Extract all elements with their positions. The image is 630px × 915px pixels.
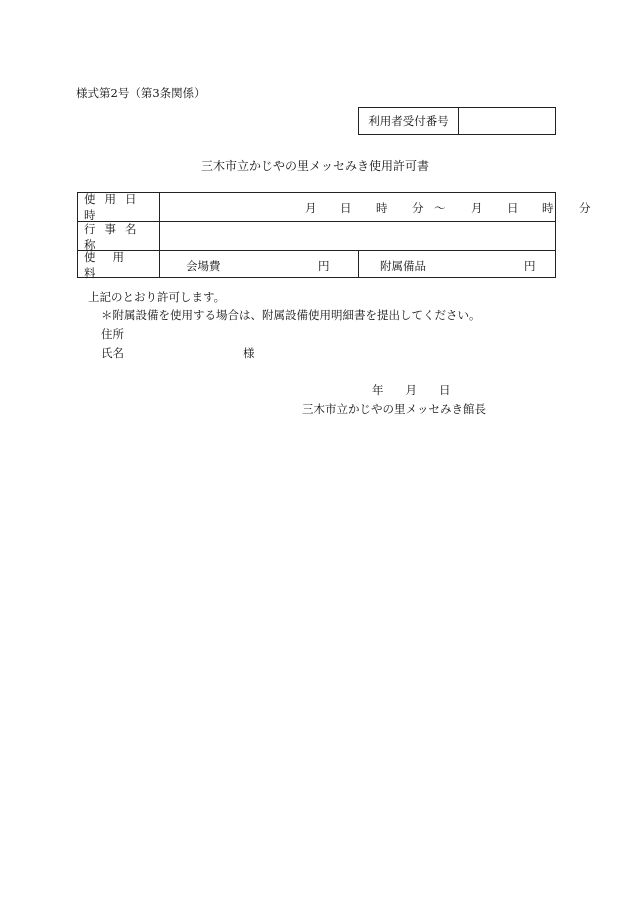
start-month-unit: 月: [305, 201, 317, 215]
issuer-name: 三木市立かじやの里メッセみき館長: [302, 402, 486, 416]
equipment-fee-label: 附属備品: [380, 259, 426, 273]
event-name-field[interactable]: [160, 222, 555, 251]
start-day-unit: 日: [340, 201, 352, 215]
table-row-usage-datetime: [78, 192, 591, 222]
reception-number-label: 利用者受付番号: [359, 108, 459, 134]
permit-statement: 上記のとおり許可します。: [88, 290, 226, 304]
venue-fee-label: 会場費: [186, 259, 221, 273]
form-number: 様式第2号（第3条関係）: [76, 86, 206, 100]
issue-year-unit: 年: [372, 383, 384, 397]
start-hour-unit: 時: [376, 201, 388, 215]
fee-fields: [160, 251, 555, 278]
table-row-fee: [78, 250, 555, 278]
honorific: 様: [243, 346, 255, 360]
reception-number-box: [358, 107, 556, 135]
address-label: 住所: [101, 327, 124, 341]
issue-day-unit: 日: [439, 383, 451, 397]
table-row-event-name: [78, 221, 555, 251]
range-separator: ～: [434, 201, 446, 215]
equipment-fee-unit: 円: [524, 259, 536, 273]
venue-fee-unit: 円: [318, 259, 330, 273]
end-hour-unit: 時: [542, 201, 554, 215]
end-month-unit: 月: [471, 201, 483, 215]
usage-datetime-label: 使用日時: [78, 193, 160, 221]
fee-divider: [358, 251, 359, 278]
issue-date: [372, 383, 451, 397]
usage-table: [77, 192, 591, 280]
document-title: 三木市立かじやの里メッセみき使用許可書: [200, 159, 429, 173]
usage-datetime-field[interactable]: [160, 193, 591, 221]
issue-month-unit: 月: [405, 383, 417, 397]
name-label: 氏名: [101, 346, 124, 360]
event-name-label: 行事名称: [78, 222, 160, 251]
equipment-note: ＊附属設備を使用する場合は、附属設備使用明細書を提出してください。: [101, 308, 481, 322]
end-minute-unit: 分: [579, 201, 591, 215]
start-minute-unit: 分: [412, 201, 424, 215]
fee-label: 使用料: [78, 251, 160, 278]
end-day-unit: 日: [507, 201, 519, 215]
reception-number-field[interactable]: [459, 108, 555, 134]
